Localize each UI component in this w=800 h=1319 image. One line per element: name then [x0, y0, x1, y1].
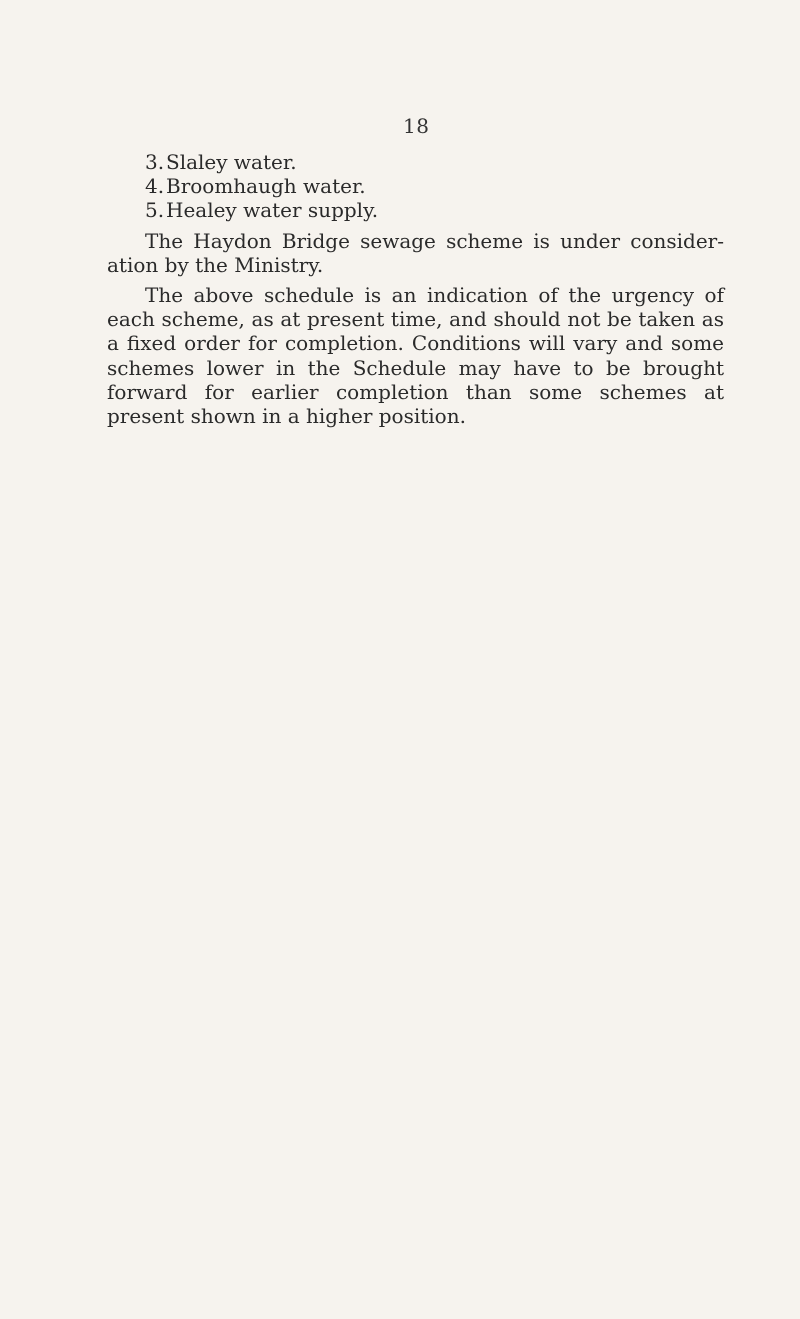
- list-item-number: 3.: [145, 150, 165, 174]
- list-item-text: Broomhaugh water.: [166, 174, 366, 199]
- paragraph-schedule-note: The above schedule is an indication of the urgency of each scheme, as at present time, and should not be taken as a fixed order for completion. Conditions will vary and some schemes lower in the Schedule may have to be brought forward for earlier completion than some schemes at present shown in a higher position.: [107, 283, 724, 429]
- list-item: [107, 150, 724, 174]
- list-item-number: 5.: [145, 198, 165, 223]
- page-number: 18: [403, 114, 430, 138]
- list-item: [107, 174, 724, 198]
- list-item: [107, 198, 724, 222]
- schemes-list: [107, 150, 724, 223]
- document-body: [107, 150, 724, 428]
- paragraph-haydon-bridge: The Haydon Bridge sewage scheme is under consider-ation by the Ministry.: [107, 228, 724, 277]
- list-item-text: Slaley water.: [166, 150, 297, 174]
- list-item-number: 4.: [145, 174, 165, 199]
- list-item-text: Healey water supply.: [166, 198, 379, 223]
